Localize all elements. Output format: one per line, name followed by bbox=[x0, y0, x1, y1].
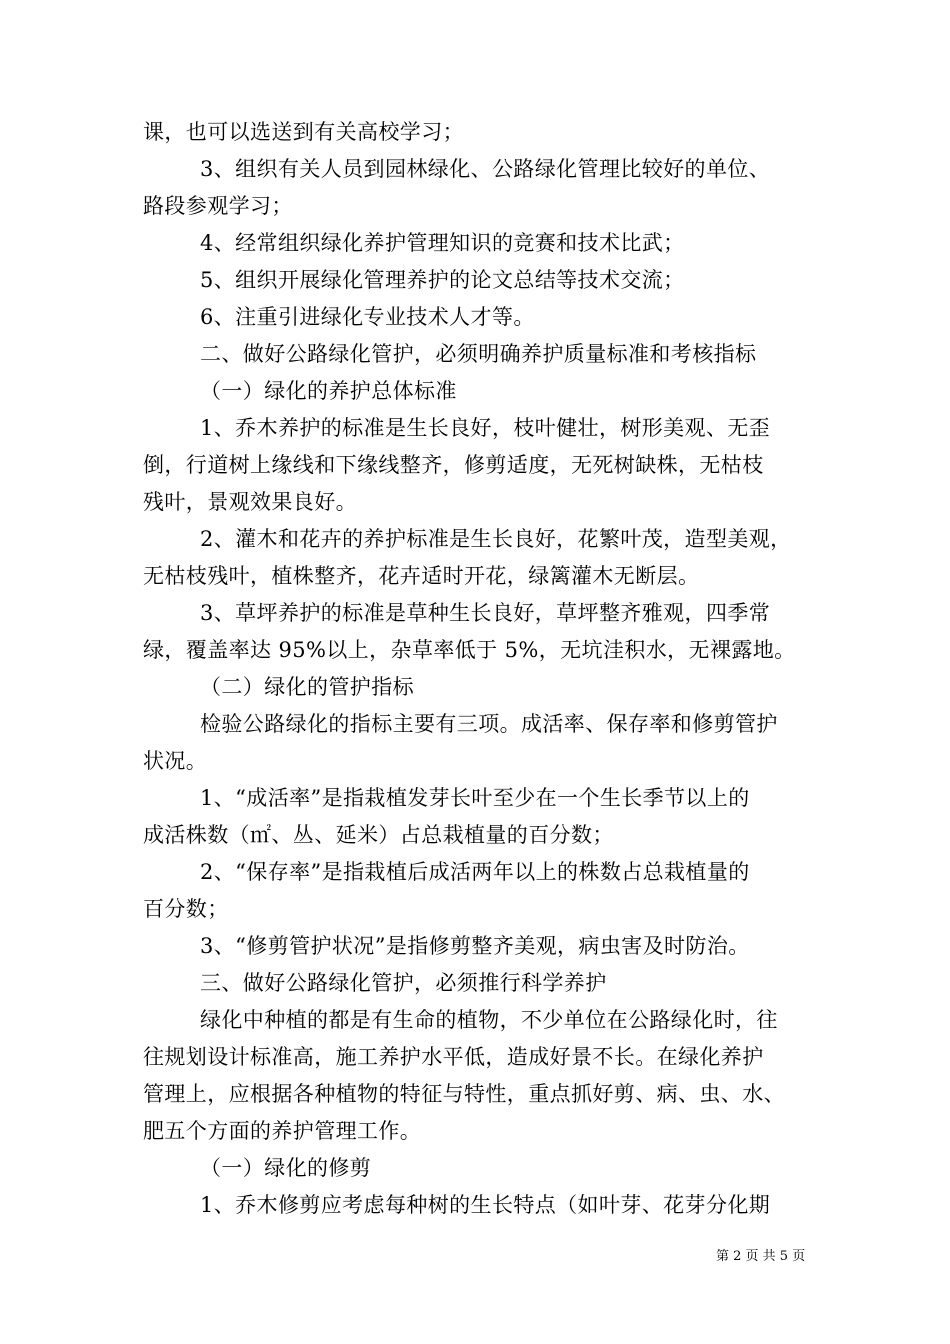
text-line: 成活株数（㎡、丛、延米）占总栽植量的百分数； bbox=[143, 823, 614, 847]
text-line: 肥五个方面的养护管理工作。 bbox=[143, 1119, 422, 1143]
text-line: 无枯枝残叶，植株整齐，花卉适时开花，绿篱灌木无断层。 bbox=[143, 564, 700, 588]
text-line: 课，也可以选送到有关高校学习； bbox=[143, 120, 464, 144]
text-line: 5、组织开展绿化管理养护的论文总结等技术交流； bbox=[200, 268, 685, 292]
text-line: 1、乔木修剪应考虑每种树的生长特点（如叶芽、花芽分化期 bbox=[200, 1193, 771, 1217]
text-line: 状况。 bbox=[143, 749, 208, 773]
text-line: 3、草坪养护的标准是草种生长良好，草坪整齐雅观，四季常 bbox=[200, 601, 771, 625]
page-number: 第 2 页 共 5 页 bbox=[716, 1249, 806, 1264]
text-line: 6、注重引进绿化专业技术人才等。 bbox=[200, 305, 535, 329]
subsection-heading: （二）绿化的管护指标 bbox=[200, 675, 414, 699]
text-line: 检验公路绿化的指标主要有三项。成活率、保存率和修剪管护 bbox=[200, 712, 778, 736]
text-line: 往规划设计标准高，施工养护水平低，造成好景不长。在绿化养护 bbox=[143, 1045, 764, 1069]
text-line: 路段参观学习； bbox=[143, 194, 293, 218]
section-heading: 二、做好公路绿化管护，必须明确养护质量标准和考核指标 bbox=[200, 342, 757, 366]
section-heading: 三、做好公路绿化管护，必须推行科学养护 bbox=[200, 971, 607, 995]
text-line: 2、灌木和花卉的养护标准是生长良好，花繁叶茂，造型美观， bbox=[200, 527, 792, 551]
subsection-heading: （一）绿化的养护总体标准 bbox=[200, 379, 457, 403]
text-line: 绿，覆盖率达 95%以上，杂草率低于 5%，无坑洼积水，无裸露地。 bbox=[143, 638, 796, 662]
text-line: 管理上，应根据各种植物的特征与特性，重点抓好剪、病、虫、水、 bbox=[143, 1082, 785, 1106]
text-line: 绿化中种植的都是有生命的植物，不少单位在公路绿化时，往 bbox=[200, 1008, 778, 1032]
text-line: 残叶，景观效果良好。 bbox=[143, 490, 357, 514]
text-line: 3、组织有关人员到园林绿化、公路绿化管理比较好的单位、 bbox=[200, 157, 771, 181]
text-line: 百分数； bbox=[143, 897, 229, 921]
text-line: 3、“修剪管护状况”是指修剪整齐美观，病虫害及时防治。 bbox=[200, 934, 750, 958]
subsection-heading: （一）绿化的修剪 bbox=[200, 1156, 372, 1180]
text-line: 倒，行道树上缘线和下缘线整齐，修剪适度，无死树缺株，无枯枝 bbox=[143, 453, 764, 477]
text-line: 1、“成活率”是指栽植发芽长叶至少在一个生长季节以上的 bbox=[200, 786, 750, 810]
text-line: 2、“保存率”是指栽植后成活两年以上的株数占总栽植量的 bbox=[200, 860, 750, 884]
text-line: 4、经常组织绿化养护管理知识的竞赛和技术比武； bbox=[200, 231, 685, 255]
text-line: 1、乔木养护的标准是生长良好，枝叶健壮，树形美观、无歪 bbox=[200, 416, 771, 440]
